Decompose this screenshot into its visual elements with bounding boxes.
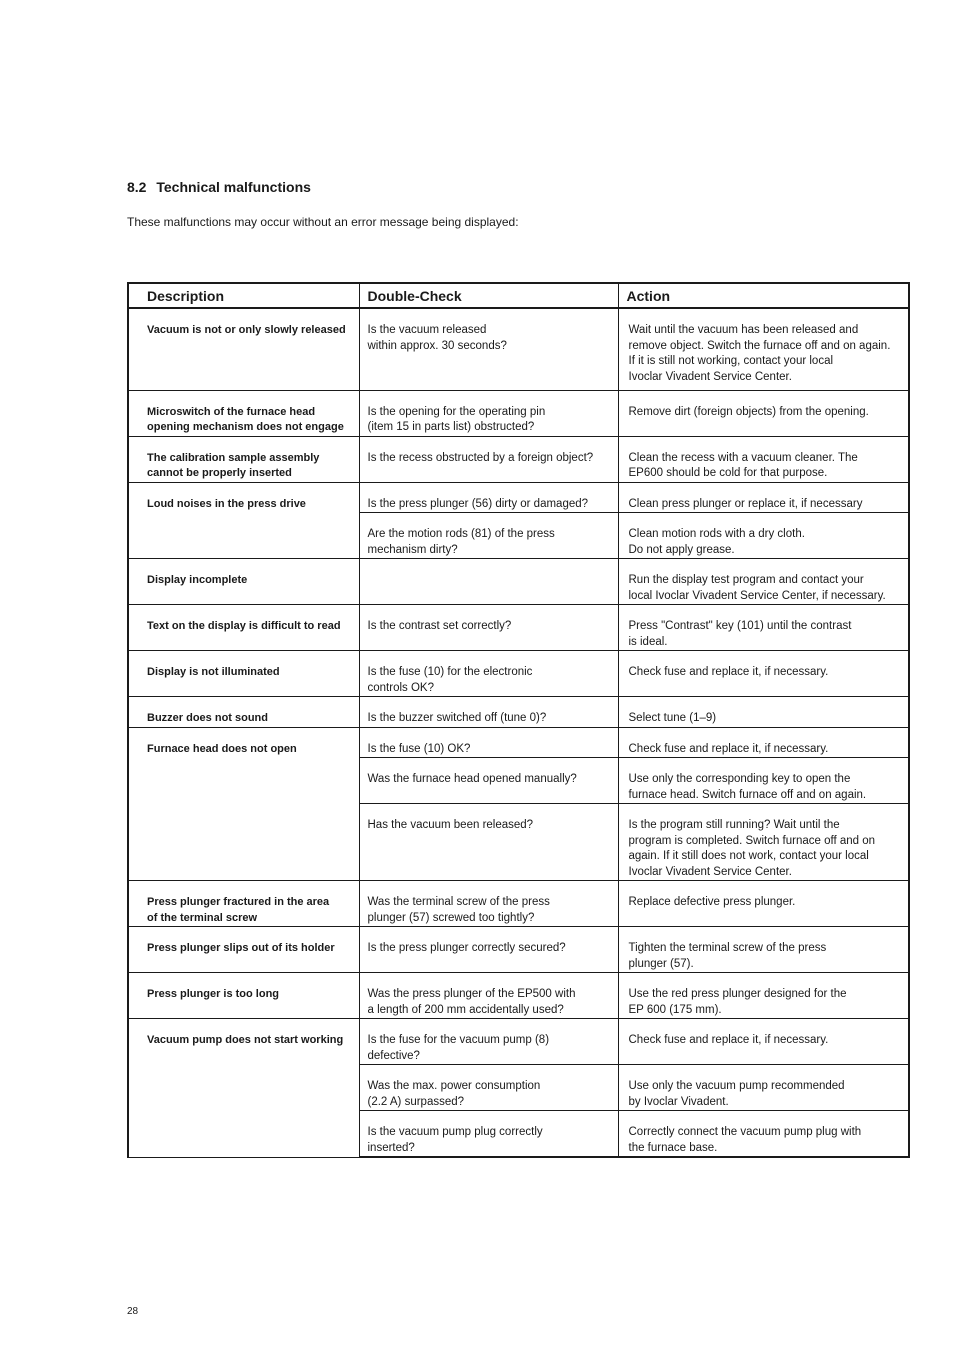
cell-line: Is the recess obstructed by a foreign object? (367, 451, 594, 464)
cell-line: of the terminal screw (147, 911, 258, 924)
table-header-row (128, 283, 909, 308)
cell-line: inserted? (367, 1141, 415, 1154)
table-row (128, 881, 909, 927)
double-check-cell (359, 1019, 618, 1065)
cell-line: Press "Contrast" key (101) until the contrast (628, 620, 852, 632)
cell-line: Do not apply grease. (628, 543, 735, 556)
double-check-cell (359, 436, 618, 482)
double-check-cell (359, 308, 618, 390)
cell-line: furnace head. Switch furnace off and on again. (628, 788, 867, 801)
cell-line: The calibration sample assembly (147, 451, 320, 464)
cell-line: Is the vacuum pump plug correctly (367, 1126, 543, 1138)
table-row (128, 308, 909, 390)
cell-line: mechanism dirty? (367, 543, 458, 556)
cell-line: Was the press plunger of the EP500 with (367, 988, 576, 1000)
action-cell (618, 651, 909, 697)
cell-line: Has the vacuum been released? (367, 819, 534, 831)
cell-line: local Ivoclar Vivadent Service Center, if necessary. (628, 589, 886, 602)
double-check-cell (359, 390, 618, 436)
action-cell (618, 1065, 909, 1111)
action-cell (618, 1111, 909, 1158)
action-cell (618, 804, 909, 881)
action-cell (618, 881, 909, 927)
cell-line: program is completed. Switch furnace off and on (628, 834, 876, 847)
header-action: Action (618, 283, 909, 308)
cell-line: Tighten the terminal screw of the press (628, 942, 827, 954)
description-cell (128, 390, 359, 436)
double-check-cell (359, 605, 618, 651)
double-check-cell (359, 727, 618, 758)
cell-line: Is the fuse for the vacuum pump (8) (367, 1034, 550, 1046)
malfunctions-table (127, 282, 910, 1158)
cell-line: If it is still not working, contact your local (628, 355, 834, 367)
cell-line: cannot be properly inserted (147, 467, 292, 479)
cell-line: Correctly connect the vacuum pump plug with (628, 1126, 862, 1138)
double-check-cell (359, 1111, 618, 1158)
cell-line: remove object. Switch the furnace off and on again. (628, 339, 891, 352)
cell-line: a length of 200 mm accidentally used? (367, 1003, 564, 1016)
cell-line: EP600 should be cold for that purpose. (628, 467, 828, 479)
table-row (128, 927, 909, 973)
action-cell (618, 697, 909, 728)
table-row (128, 482, 909, 513)
double-check-cell (359, 804, 618, 881)
page-number: 28 (127, 1306, 139, 1317)
table-row (128, 727, 909, 758)
description-cell (128, 927, 359, 973)
section-title: Technical malfunctions (156, 179, 311, 195)
intro-text: These malfunctions may occur without an error message being displayed: (127, 215, 519, 229)
double-check-cell (359, 513, 618, 559)
description-cell (128, 605, 359, 651)
cell-line: Was the furnace head opened manually? (367, 773, 577, 785)
section-number: 8.2 (127, 179, 147, 195)
action-cell (618, 390, 909, 436)
cell-line: Remove dirt (foreign objects) from the opening. (628, 405, 869, 418)
cell-line: Was the terminal screw of the press (367, 896, 550, 908)
action-cell (618, 436, 909, 482)
cell-line: Use only the vacuum pump recommended (628, 1080, 845, 1092)
cell-line: Vacuum pump does not start working (147, 1034, 344, 1046)
cell-line: (item 15 in parts list) obstructed? (367, 421, 535, 433)
cell-line: plunger (57). (628, 957, 694, 970)
cell-line: Clean the recess with a vacuum cleaner. The (628, 451, 858, 464)
cell-line: Replace defective press plunger. (628, 896, 796, 908)
double-check-cell (359, 559, 618, 605)
cell-line: Press plunger slips out of its holder (147, 942, 335, 954)
description-cell (128, 651, 359, 697)
cell-line: Select tune (1–9) (628, 712, 717, 724)
cell-line: Ivoclar Vivadent Service Center. (628, 370, 792, 383)
cell-line: Is the program still running? Wait until the (628, 819, 840, 831)
description-cell (128, 973, 359, 1019)
description-cell (128, 308, 359, 390)
cell-line: Is the press plunger correctly secured? (367, 942, 566, 954)
action-cell (618, 559, 909, 605)
cell-line: Clean press plunger or replace it, if necessary (628, 497, 863, 510)
action-cell (618, 482, 909, 513)
description-cell (128, 436, 359, 482)
cell-line: Buzzer does not sound (147, 712, 268, 724)
action-cell (618, 308, 909, 390)
cell-line: Are the motion rods (81) of the press (367, 528, 555, 540)
cell-line: Loud noises in the press drive (147, 497, 306, 510)
cell-line: Is the fuse (10) OK? (367, 742, 471, 755)
cell-line: again. If it still does not work, contact your local (628, 850, 869, 862)
table-row (128, 559, 909, 605)
action-cell (618, 927, 909, 973)
cell-line: by Ivoclar Vivadent. (628, 1095, 729, 1108)
cell-line: Use only the corresponding key to open the (628, 773, 851, 785)
table-row (128, 973, 909, 1019)
table-row (128, 390, 909, 436)
cell-line: Vacuum is not or only slowly released (147, 324, 346, 336)
action-cell (618, 513, 909, 559)
table-row (128, 651, 909, 697)
cell-line: opening mechanism does not engage (147, 421, 344, 433)
action-cell (618, 973, 909, 1019)
cell-line: Is the opening for the operating pin (367, 405, 546, 418)
cell-line: Press plunger is too long (147, 988, 280, 1000)
cell-line: Text on the display is difficult to read (147, 620, 341, 632)
cell-line: Wait until the vacuum has been released and (628, 324, 859, 336)
cell-line: plunger (57) screwed too tightly? (367, 911, 535, 924)
action-cell (618, 1019, 909, 1065)
cell-line: within approx. 30 seconds? (367, 339, 507, 352)
cell-line: Was the max. power consumption (367, 1080, 541, 1092)
double-check-cell (359, 758, 618, 804)
description-cell (128, 559, 359, 605)
double-check-cell (359, 482, 618, 513)
cell-line: Is the press plunger (56) dirty or damaged? (367, 497, 589, 510)
cell-line: Check fuse and replace it, if necessary. (628, 666, 829, 678)
description-cell (128, 482, 359, 559)
cell-line: Is the contrast set correctly? (367, 620, 512, 632)
cell-line: Is the fuse (10) for the electronic (367, 666, 533, 678)
cell-line: Is the buzzer switched off (tune 0)? (367, 712, 547, 724)
double-check-cell (359, 697, 618, 728)
header-description: Description (128, 283, 359, 308)
double-check-cell (359, 881, 618, 927)
table-body (128, 308, 909, 1157)
cell-line: Check fuse and replace it, if necessary. (628, 1034, 829, 1046)
cell-line: EP 600 (175 mm). (628, 1003, 722, 1016)
description-cell (128, 727, 359, 881)
description-cell (128, 881, 359, 927)
cell-line: Microswitch of the furnace head (147, 405, 316, 418)
cell-line: Display incomplete (147, 574, 248, 586)
description-cell (128, 697, 359, 728)
cell-line: controls OK? (367, 681, 434, 694)
double-check-cell (359, 927, 618, 973)
description-cell (128, 1019, 359, 1158)
cell-line: Clean motion rods with a dry cloth. (628, 528, 805, 540)
cell-line: (2.2 A) surpassed? (367, 1095, 465, 1108)
cell-line: Is the vacuum released (367, 324, 487, 336)
header-double-check: Double-Check (359, 283, 618, 308)
table-row (128, 697, 909, 728)
cell-line: Run the display test program and contact your (628, 574, 864, 586)
double-check-cell (359, 1065, 618, 1111)
action-cell (618, 727, 909, 758)
double-check-cell (359, 973, 618, 1019)
cell-line: Use the red press plunger designed for the (628, 988, 847, 1000)
action-cell (618, 758, 909, 804)
table-row (128, 1019, 909, 1065)
cell-line: Furnace head does not open (147, 742, 297, 755)
cell-line: Check fuse and replace it, if necessary. (628, 742, 829, 755)
section-heading (127, 179, 311, 195)
cell-line: Press plunger fractured in the area (147, 896, 330, 908)
table-row (128, 436, 909, 482)
cell-line: is ideal. (628, 635, 668, 648)
cell-line: Ivoclar Vivadent Service Center. (628, 865, 792, 878)
cell-line: the furnace base. (628, 1141, 718, 1154)
table-row (128, 605, 909, 651)
double-check-cell (359, 651, 618, 697)
cell-line: defective? (367, 1049, 420, 1062)
cell-line: Display is not illuminated (147, 666, 280, 678)
action-cell (618, 605, 909, 651)
